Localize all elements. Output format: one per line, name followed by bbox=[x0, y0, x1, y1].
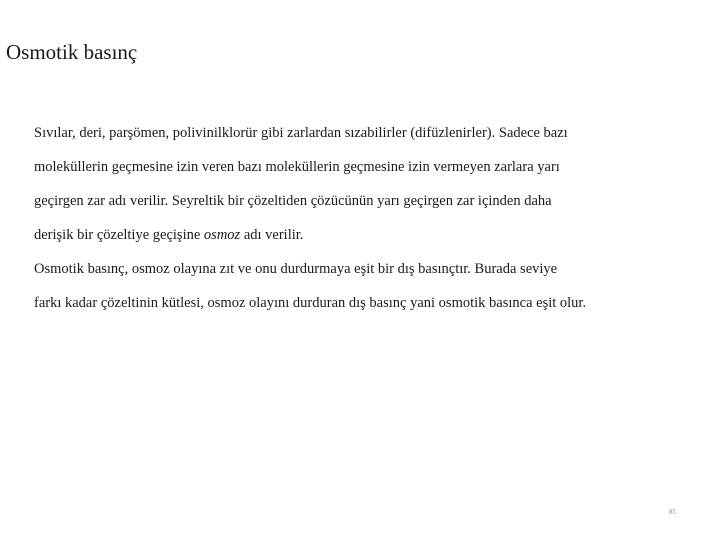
page-number: 85 bbox=[669, 508, 676, 516]
body-line: Sıvılar, deri, parşömen, polivinilklorür gibi zarlardan sızabilirler (difüzlenirler). Sadece bazı bbox=[34, 125, 568, 141]
slide-title: Osmotik basınç bbox=[6, 40, 138, 64]
body-line: moleküllerin geçmesine izin veren bazı moleküllerin geçmesine izin vermeyen zarlara yarı bbox=[34, 159, 560, 175]
body-text-segment: adı verilir. bbox=[240, 227, 304, 243]
osmoz-term: osmoz bbox=[203, 227, 241, 243]
slide-body bbox=[34, 116, 694, 320]
body-line bbox=[34, 218, 694, 252]
body-line: geçirgen zar adı verilir. Seyreltik bir çözeltiden çözücünün yarı geçirgen zar içinden daha bbox=[34, 193, 552, 209]
body-line: farkı kadar çözeltinin kütlesi, osmoz olayını durduran dış basınç yani osmotik basınca eşit olur. bbox=[34, 295, 587, 311]
body-line: Osmotik basınç, osmoz olayına zıt ve onu durdurmaya eşit bir dış basınçtır. Burada seviye bbox=[34, 261, 558, 277]
body-text-segment: derişik bir çözeltiye geçişine bbox=[34, 227, 204, 243]
